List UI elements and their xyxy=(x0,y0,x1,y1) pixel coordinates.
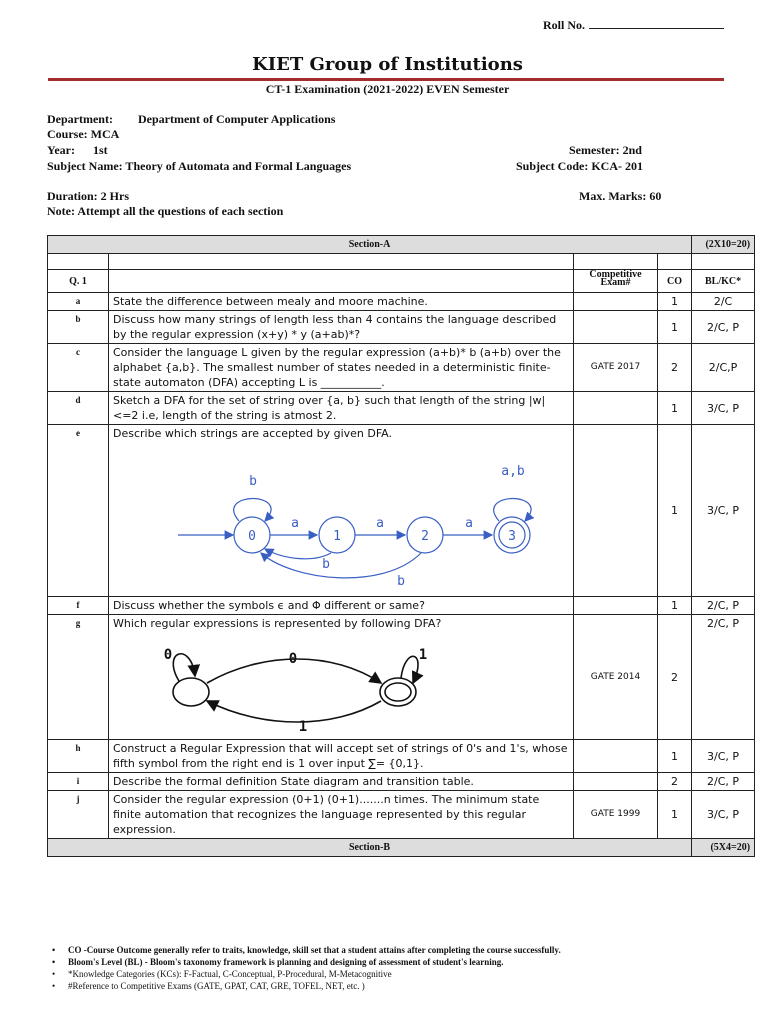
note-co: • CO -Course Outcome generally refer to traits, knowledge, skill set that a student attains after completing the course successfully. xyxy=(68,944,758,956)
question-exam: GATE 1999 xyxy=(574,791,658,839)
edge-label: 0 xyxy=(163,647,173,663)
edge-label: a,b xyxy=(501,464,525,479)
question-text: Discuss how many strings of length less than 4 contains the language described by the regular expression (x+y) * y (a+ab)*? xyxy=(109,311,574,344)
state-label: 3 xyxy=(508,529,516,544)
question-cell-e xyxy=(109,425,574,597)
question-co: 1 xyxy=(658,392,692,425)
question-bl: 2/C, P xyxy=(692,773,755,791)
section-a-row xyxy=(48,236,755,254)
question-co: 1 xyxy=(658,597,692,615)
exam-title: CT-1 Examination (2021-2022) EVEN Semester xyxy=(265,82,510,96)
question-bl: 2/C, P xyxy=(692,615,755,740)
year-value: 1st xyxy=(93,143,108,157)
section-a-marks: (2X10=20) xyxy=(692,236,755,254)
question-row xyxy=(48,344,755,392)
roll-label: Roll No. xyxy=(543,18,585,32)
question-bl: 3/C, P xyxy=(692,791,755,839)
question-co: 1 xyxy=(658,311,692,344)
question-cell-g xyxy=(109,615,574,740)
question-bl: 2/C,P xyxy=(692,344,755,392)
question-co: 1 xyxy=(658,425,692,597)
max-marks: Max. Marks: 60 xyxy=(579,189,662,203)
edge-label: 0 xyxy=(288,651,298,667)
institution-title: KIET Group of Institutions xyxy=(252,54,523,75)
col-q: Q. 1 xyxy=(48,270,109,293)
question-text: Describe which strings are accepted by given DFA. xyxy=(113,427,393,440)
col-co: CO xyxy=(658,270,692,293)
column-header-row xyxy=(48,270,755,293)
question-bl: 3/C, P xyxy=(692,425,755,597)
question-co: 1 xyxy=(658,791,692,839)
department-label: Department: xyxy=(47,112,113,126)
section-a-title: Section-A xyxy=(48,236,692,254)
question-co: 1 xyxy=(658,740,692,773)
edge-label: b xyxy=(249,474,257,489)
dfa-state xyxy=(173,678,209,706)
edge-label: b xyxy=(397,574,405,589)
note-ref: • #Reference to Competitive Exams (GATE, GPAT, CAT, GRE, TOFEL, NET, etc. ) xyxy=(68,980,758,992)
edge-label: a xyxy=(376,516,384,531)
questions-table xyxy=(47,235,755,857)
question-row xyxy=(48,740,755,773)
state-label: 1 xyxy=(333,529,341,544)
question-text: Which regular expressions is represented by following DFA? xyxy=(113,617,442,630)
question-label: a xyxy=(48,293,109,311)
subject-name: Subject Name: Theory of Automata and Formal Languages xyxy=(47,159,352,173)
year-label: Year: xyxy=(47,143,75,157)
question-row xyxy=(48,615,755,740)
dfa-diagram-g xyxy=(113,631,563,731)
question-text: Discuss whether the symbols ϵ and Φ different or same? xyxy=(109,597,574,615)
edge-label: a xyxy=(291,516,299,531)
section-b-row xyxy=(48,839,755,857)
question-label: f xyxy=(48,597,109,615)
question-label: g xyxy=(48,615,109,740)
note: Note: Attempt all the questions of each section xyxy=(47,204,284,218)
question-row xyxy=(48,773,755,791)
question-label: c xyxy=(48,344,109,392)
state-label: 2 xyxy=(421,529,429,544)
question-text: Sketch a DFA for the set of string over {a, b} such that length of the string |w|<=2 i.e, length of the string is atmost 2. xyxy=(109,392,574,425)
roll-number-field xyxy=(543,18,724,33)
question-label: j xyxy=(48,791,109,839)
note-kc: • *Knowledge Categories (KCs): F-Factual, C-Conceptual, P-Procedural, M-Metacognitive xyxy=(68,968,758,980)
department-value: Department of Computer Applications xyxy=(138,112,336,126)
state-label: 0 xyxy=(248,529,256,544)
question-text: State the difference between mealy and moore machine. xyxy=(109,293,574,311)
edge-1 xyxy=(207,701,381,722)
edge-label: 1 xyxy=(418,647,428,663)
title-rule xyxy=(48,78,724,81)
spacer-row xyxy=(48,254,755,270)
question-text: Consider the language L given by the regular expression (a+b)* b (a+b) over the alphabet {a,b}. The smallest number of states needed in a deterministic finite-state automaton (DFA) accepting L is ___________. xyxy=(109,344,574,392)
dfa-diagram xyxy=(113,441,563,591)
question-bl: 2/C, P xyxy=(692,311,755,344)
section-b-marks: (5X4=20) xyxy=(692,839,755,857)
question-row xyxy=(48,311,755,344)
question-label: i xyxy=(48,773,109,791)
course: Course: MCA xyxy=(47,127,120,141)
question-label: e xyxy=(48,425,109,597)
note-bl: • Bloom's Level (BL) - Bloom's taxonomy framework is planning and designing of assessment of student's learning. xyxy=(68,956,758,968)
question-text: Consider the regular expression (0+1) (0+1).......n times. The minimum state finite automation that recognizes the language represented by this regular expression. xyxy=(109,791,574,839)
edge-label: a xyxy=(465,516,473,531)
question-bl: 2/C xyxy=(692,293,755,311)
edge-label: b xyxy=(322,557,330,572)
question-co: 1 xyxy=(658,293,692,311)
question-exam: GATE 2017 xyxy=(574,344,658,392)
semester: Semester: 2nd xyxy=(569,143,642,157)
section-b-title: Section-B xyxy=(48,839,692,857)
edge-label: 1 xyxy=(298,719,308,731)
question-text: Describe the formal definition State diagram and transition table. xyxy=(109,773,574,791)
question-row xyxy=(48,425,755,597)
question-label: h xyxy=(48,740,109,773)
roll-line xyxy=(589,18,724,29)
question-row xyxy=(48,791,755,839)
duration: Duration: 2 Hrs xyxy=(47,189,129,203)
footnotes xyxy=(68,944,758,992)
col-bl-kc: BL/KC* xyxy=(692,270,755,293)
question-co: 2 xyxy=(658,773,692,791)
question-label: d xyxy=(48,392,109,425)
question-label: b xyxy=(48,311,109,344)
question-exam: GATE 2014 xyxy=(574,615,658,740)
question-co: 2 xyxy=(658,344,692,392)
question-bl: 3/C, P xyxy=(692,740,755,773)
question-bl: 2/C, P xyxy=(692,597,755,615)
question-row xyxy=(48,597,755,615)
self-loop xyxy=(173,654,195,681)
question-co: 2 xyxy=(658,615,692,740)
question-text: Construct a Regular Expression that will accept set of strings of 0's and 1's, whose fifth symbol from the right end is 1 over input ∑= {0,1}. xyxy=(109,740,574,773)
question-row xyxy=(48,392,755,425)
question-row xyxy=(48,293,755,311)
subject-code: Subject Code: KCA- 201 xyxy=(516,159,643,173)
col-competitive-exam: Competitive Exam# xyxy=(574,270,658,293)
question-bl: 3/C, P xyxy=(692,392,755,425)
